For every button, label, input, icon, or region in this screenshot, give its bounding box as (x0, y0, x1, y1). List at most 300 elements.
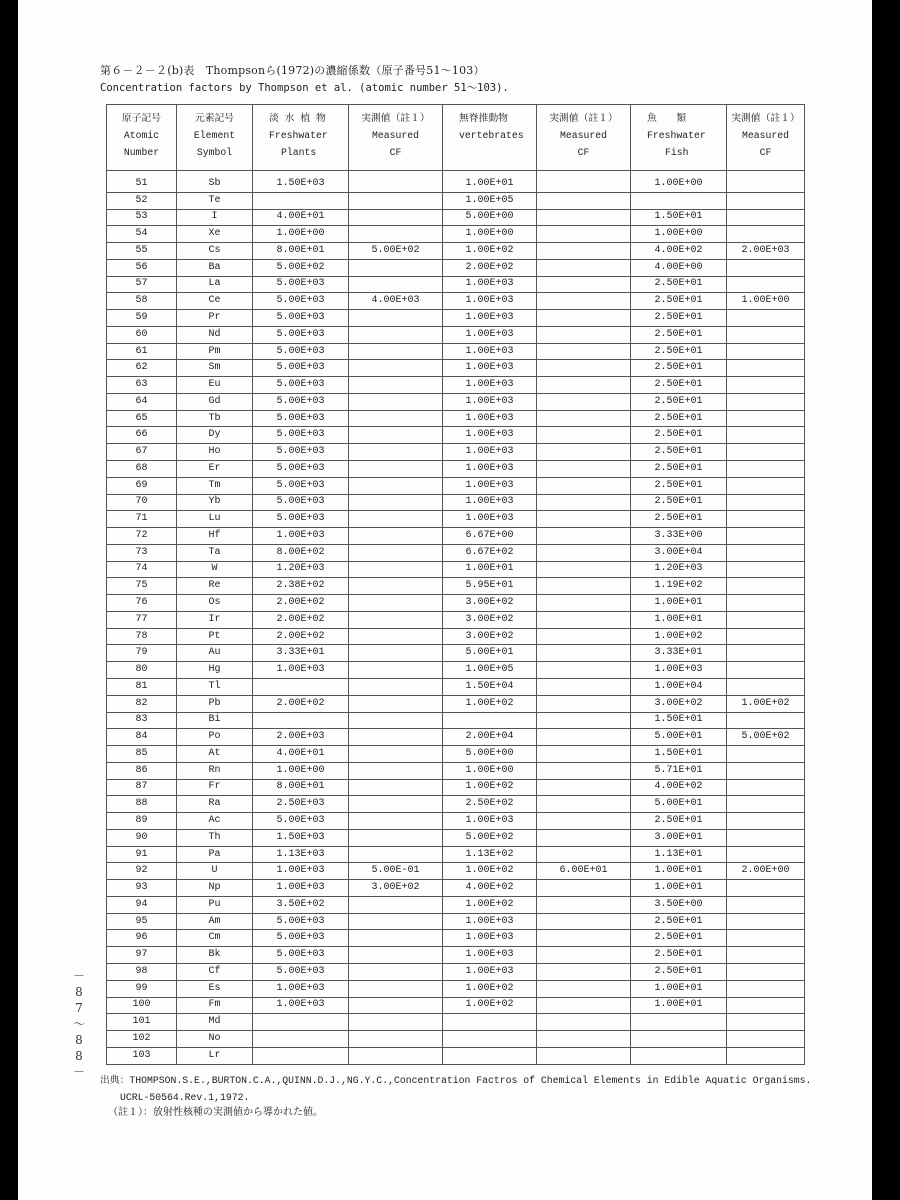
plants-cf-cell: 5.00E+02 (253, 259, 349, 276)
element-symbol-cell: Fm (177, 997, 253, 1014)
plants-measured-cell (349, 1014, 443, 1031)
vertebrates-cf-cell: 1.00E+02 (443, 997, 537, 1014)
fish-cf-cell: 1.00E+00 (631, 226, 727, 243)
plants-measured-cell (349, 226, 443, 243)
vertebrates-cf-cell: 1.00E+03 (443, 494, 537, 511)
plants-cf-cell: 2.00E+02 (253, 611, 349, 628)
fish-cf-cell: 1.00E+02 (631, 628, 727, 645)
element-symbol-cell: Nd (177, 326, 253, 343)
vertebrates-cf-cell: 1.00E+03 (443, 393, 537, 410)
fish-measured-cell: 1.00E+02 (727, 695, 805, 712)
atomic-number-cell: 86 (107, 762, 177, 779)
fish-measured-cell (727, 494, 805, 511)
atomic-number-cell: 85 (107, 746, 177, 763)
vertebrates-cf-cell: 1.50E+04 (443, 678, 537, 695)
plants-cf-cell: 5.00E+03 (253, 360, 349, 377)
vertebrates-cf-cell: 2.00E+02 (443, 259, 537, 276)
vertebrates-cf-cell: 5.95E+01 (443, 578, 537, 595)
fish-measured-cell (727, 561, 805, 578)
fish-measured-cell (727, 1031, 805, 1048)
plants-cf-cell: 1.00E+03 (253, 863, 349, 880)
plants-measured-cell (349, 444, 443, 461)
vertebrates-measured-cell (537, 595, 631, 612)
fish-measured-cell (727, 528, 805, 545)
fish-measured-cell (727, 209, 805, 226)
fish-cf-cell: 1.50E+01 (631, 746, 727, 763)
table-row (107, 243, 805, 260)
vertebrates-measured-cell (537, 226, 631, 243)
element-symbol-cell: I (177, 209, 253, 226)
vertebrates-measured-cell (537, 377, 631, 394)
vertebrates-cf-cell: 1.00E+05 (443, 662, 537, 679)
fish-cf-cell: 2.50E+01 (631, 913, 727, 930)
element-symbol-cell: Hg (177, 662, 253, 679)
atomic-number-cell: 63 (107, 377, 177, 394)
atomic-number-cell: 52 (107, 192, 177, 209)
vertebrates-measured-cell (537, 511, 631, 528)
vertebrates-measured-cell (537, 1014, 631, 1031)
plants-cf-cell (253, 678, 349, 695)
fish-cf-cell: 3.00E+02 (631, 695, 727, 712)
table-row (107, 662, 805, 679)
fish-cf-cell: 2.50E+01 (631, 310, 727, 327)
vertebrates-cf-cell: 1.00E+03 (443, 377, 537, 394)
atomic-number-cell: 71 (107, 511, 177, 528)
element-symbol-cell: Er (177, 461, 253, 478)
plants-cf-cell: 5.00E+03 (253, 947, 349, 964)
plants-cf-cell: 5.00E+03 (253, 963, 349, 980)
element-symbol-cell: Pb (177, 695, 253, 712)
plants-cf-cell: 2.00E+02 (253, 595, 349, 612)
vertebrates-cf-cell: 1.00E+02 (443, 779, 537, 796)
footnote: （註１）：放射性核種の実測値から導かれた値。 (108, 1107, 323, 1118)
vertebrates-measured-cell (537, 192, 631, 209)
vertebrates-cf-cell: 4.00E+02 (443, 880, 537, 897)
atomic-number-cell: 64 (107, 393, 177, 410)
atomic-number-cell: 74 (107, 561, 177, 578)
atomic-number-cell: 62 (107, 360, 177, 377)
atomic-number-cell: 92 (107, 863, 177, 880)
vertebrates-cf-cell: 1.00E+02 (443, 896, 537, 913)
fish-cf-cell: 2.50E+01 (631, 461, 727, 478)
element-symbol-cell: Pt (177, 628, 253, 645)
element-symbol-cell: Tl (177, 678, 253, 695)
plants-cf-cell: 2.00E+02 (253, 628, 349, 645)
table-row (107, 171, 805, 193)
vertebrates-cf-cell: 1.00E+03 (443, 511, 537, 528)
table-row (107, 829, 805, 846)
plants-measured-cell (349, 393, 443, 410)
plants-measured-cell (349, 209, 443, 226)
atomic-number-cell: 89 (107, 813, 177, 830)
table-row (107, 461, 805, 478)
fish-cf-cell: 3.33E+00 (631, 528, 727, 545)
vertebrates-measured-cell (537, 293, 631, 310)
plants-cf-cell: 5.00E+03 (253, 310, 349, 327)
fish-cf-cell: 2.50E+01 (631, 813, 727, 830)
vertebrates-cf-cell (443, 1014, 537, 1031)
plants-measured-cell (349, 896, 443, 913)
plants-measured-cell (349, 662, 443, 679)
plants-measured-cell: 5.00E+02 (349, 243, 443, 260)
table-row (107, 310, 805, 327)
table-row (107, 863, 805, 880)
plants-measured-cell (349, 259, 443, 276)
plants-cf-cell: 1.00E+03 (253, 997, 349, 1014)
atomic-number-cell: 82 (107, 695, 177, 712)
plants-cf-cell: 5.00E+03 (253, 293, 349, 310)
fish-measured-cell (727, 377, 805, 394)
atomic-number-cell: 88 (107, 796, 177, 813)
atomic-number-cell: 66 (107, 427, 177, 444)
fish-measured-cell (727, 611, 805, 628)
vertebrates-cf-cell: 1.00E+00 (443, 226, 537, 243)
fish-cf-cell: 2.50E+01 (631, 276, 727, 293)
plants-cf-cell: 5.00E+03 (253, 511, 349, 528)
fish-cf-cell: 4.00E+02 (631, 243, 727, 260)
table-title-english: Concentration factors by Thompson et al. (atomic number 51～103). (100, 82, 509, 94)
table-row (107, 427, 805, 444)
plants-measured-cell: 5.00E-01 (349, 863, 443, 880)
fish-measured-cell (727, 578, 805, 595)
vertebrates-cf-cell: 3.00E+02 (443, 611, 537, 628)
vertebrates-cf-cell: 6.67E+00 (443, 528, 537, 545)
fish-measured-cell (727, 930, 805, 947)
fish-measured-cell (727, 712, 805, 729)
table-row (107, 528, 805, 545)
fish-cf-cell (631, 1047, 727, 1064)
vertebrates-cf-cell: 6.67E+02 (443, 544, 537, 561)
element-symbol-cell: Bi (177, 712, 253, 729)
fish-measured-cell (727, 1014, 805, 1031)
fish-measured-cell (727, 444, 805, 461)
plants-measured-cell (349, 192, 443, 209)
table-row (107, 896, 805, 913)
element-symbol-cell: Am (177, 913, 253, 930)
plants-cf-cell: 5.00E+03 (253, 461, 349, 478)
table-row (107, 813, 805, 830)
element-symbol-cell: Pu (177, 896, 253, 913)
plants-measured-cell (349, 410, 443, 427)
table-row (107, 762, 805, 779)
vertebrates-measured-cell (537, 360, 631, 377)
fish-cf-cell: 1.19E+02 (631, 578, 727, 595)
plants-cf-cell: 3.50E+02 (253, 896, 349, 913)
vertebrates-measured-cell (537, 746, 631, 763)
fish-measured-cell (727, 762, 805, 779)
vertebrates-measured-cell (537, 729, 631, 746)
vertebrates-cf-cell: 1.00E+02 (443, 863, 537, 880)
fish-cf-cell: 2.50E+01 (631, 343, 727, 360)
vertebrates-measured-cell (537, 259, 631, 276)
fish-measured-cell (727, 678, 805, 695)
fish-cf-cell: 1.00E+00 (631, 171, 727, 193)
plants-measured-cell: 4.00E+03 (349, 293, 443, 310)
fish-cf-cell: 1.13E+01 (631, 846, 727, 863)
table-row (107, 343, 805, 360)
table-row (107, 678, 805, 695)
element-symbol-cell: Au (177, 645, 253, 662)
vertebrates-measured-cell (537, 494, 631, 511)
element-symbol-cell: Cm (177, 930, 253, 947)
fish-measured-cell (727, 477, 805, 494)
atomic-number-cell: 94 (107, 896, 177, 913)
plants-cf-cell: 1.00E+00 (253, 762, 349, 779)
vertebrates-cf-cell: 1.00E+03 (443, 293, 537, 310)
element-symbol-cell: Te (177, 192, 253, 209)
atomic-number-cell: 51 (107, 171, 177, 193)
fish-measured-cell: 1.00E+00 (727, 293, 805, 310)
vertebrates-measured-cell (537, 611, 631, 628)
fish-measured-cell (727, 947, 805, 964)
plants-measured-cell (349, 628, 443, 645)
fish-measured-cell (727, 896, 805, 913)
vertebrates-cf-cell: 1.00E+03 (443, 913, 537, 930)
element-symbol-cell: Eu (177, 377, 253, 394)
fish-measured-cell (727, 393, 805, 410)
vertebrates-cf-cell: 1.00E+03 (443, 360, 537, 377)
table-row (107, 276, 805, 293)
plants-cf-cell: 5.00E+03 (253, 813, 349, 830)
atomic-number-cell: 91 (107, 846, 177, 863)
fish-cf-cell: 3.00E+01 (631, 829, 727, 846)
vertebrates-measured-cell (537, 846, 631, 863)
atomic-number-cell: 83 (107, 712, 177, 729)
fish-measured-cell: 2.00E+03 (727, 243, 805, 260)
atomic-number-cell: 58 (107, 293, 177, 310)
plants-cf-cell: 1.50E+03 (253, 171, 349, 193)
fish-measured-cell: 2.00E+00 (727, 863, 805, 880)
atomic-number-cell: 79 (107, 645, 177, 662)
plants-measured-cell (349, 947, 443, 964)
plants-measured-cell (349, 171, 443, 193)
table-row (107, 259, 805, 276)
fish-measured-cell (727, 276, 805, 293)
fish-measured-cell (727, 829, 805, 846)
atomic-number-cell: 80 (107, 662, 177, 679)
plants-cf-cell (253, 712, 349, 729)
table-row (107, 393, 805, 410)
document-page (18, 0, 872, 1200)
plants-measured-cell (349, 1047, 443, 1064)
fish-cf-cell: 1.50E+01 (631, 712, 727, 729)
atomic-number-cell: 95 (107, 913, 177, 930)
vertebrates-cf-cell: 5.00E+02 (443, 829, 537, 846)
plants-measured-cell (349, 746, 443, 763)
plants-measured-cell (349, 595, 443, 612)
fish-cf-cell: 2.50E+01 (631, 511, 727, 528)
atomic-number-cell: 101 (107, 1014, 177, 1031)
table-row (107, 712, 805, 729)
plants-cf-cell (253, 1047, 349, 1064)
plants-cf-cell: 5.00E+03 (253, 410, 349, 427)
fish-measured-cell (727, 1047, 805, 1064)
vertebrates-measured-cell (537, 561, 631, 578)
plants-cf-cell: 5.00E+03 (253, 494, 349, 511)
element-symbol-cell: At (177, 746, 253, 763)
plants-cf-cell: 1.00E+03 (253, 662, 349, 679)
atomic-number-cell: 65 (107, 410, 177, 427)
vertebrates-cf-cell: 1.00E+05 (443, 192, 537, 209)
vertebrates-measured-cell (537, 813, 631, 830)
fish-cf-cell: 2.50E+01 (631, 377, 727, 394)
table-row (107, 444, 805, 461)
plants-cf-cell: 1.00E+00 (253, 226, 349, 243)
table-row (107, 494, 805, 511)
atomic-number-cell: 69 (107, 477, 177, 494)
fish-cf-cell: 1.00E+01 (631, 611, 727, 628)
plants-measured-cell (349, 829, 443, 846)
atomic-number-cell: 55 (107, 243, 177, 260)
fish-cf-cell: 3.33E+01 (631, 645, 727, 662)
atomic-number-cell: 60 (107, 326, 177, 343)
element-symbol-cell: Cs (177, 243, 253, 260)
vertebrates-measured-cell (537, 477, 631, 494)
fish-measured-cell (727, 310, 805, 327)
fish-measured-cell (727, 913, 805, 930)
plants-measured-cell (349, 712, 443, 729)
table-row (107, 595, 805, 612)
fish-cf-cell: 2.50E+01 (631, 360, 727, 377)
plants-measured-cell (349, 544, 443, 561)
plants-cf-cell: 5.00E+03 (253, 276, 349, 293)
vertebrates-cf-cell (443, 712, 537, 729)
atomic-number-cell: 100 (107, 997, 177, 1014)
table-row (107, 1031, 805, 1048)
vertebrates-measured-cell (537, 209, 631, 226)
plants-cf-cell: 1.50E+03 (253, 829, 349, 846)
vertebrates-measured-cell (537, 326, 631, 343)
vertebrates-cf-cell: 1.00E+03 (443, 326, 537, 343)
atomic-number-cell: 76 (107, 595, 177, 612)
plants-measured-cell (349, 1031, 443, 1048)
fish-cf-cell: 1.00E+01 (631, 880, 727, 897)
vertebrates-measured-cell (537, 393, 631, 410)
element-symbol-cell: Rn (177, 762, 253, 779)
plants-cf-cell: 4.00E+01 (253, 209, 349, 226)
plants-measured-cell (349, 645, 443, 662)
plants-cf-cell: 8.00E+01 (253, 779, 349, 796)
vertebrates-cf-cell: 1.00E+03 (443, 963, 537, 980)
fish-measured-cell (727, 880, 805, 897)
element-symbol-cell: Lr (177, 1047, 253, 1064)
plants-cf-cell (253, 1031, 349, 1048)
atomic-number-cell: 73 (107, 544, 177, 561)
fish-measured-cell (727, 662, 805, 679)
fish-cf-cell: 5.00E+01 (631, 796, 727, 813)
table-row (107, 1014, 805, 1031)
plants-measured-cell (349, 276, 443, 293)
vertebrates-cf-cell: 3.00E+02 (443, 628, 537, 645)
element-symbol-cell: Ba (177, 259, 253, 276)
vertebrates-measured-cell: 6.00E+01 (537, 863, 631, 880)
fish-measured-cell (727, 544, 805, 561)
table-row (107, 326, 805, 343)
plants-measured-cell (349, 477, 443, 494)
fish-measured-cell (727, 595, 805, 612)
source-line-2: UCRL-50564.Rev.1,1972. (120, 1092, 250, 1103)
plants-cf-cell (253, 1014, 349, 1031)
fish-measured-cell (727, 796, 805, 813)
table-row (107, 544, 805, 561)
vertebrates-measured-cell (537, 762, 631, 779)
plants-measured-cell (349, 611, 443, 628)
vertebrates-cf-cell: 1.00E+03 (443, 477, 537, 494)
atomic-number-cell: 84 (107, 729, 177, 746)
page-number: － 8 7 ～ 8 8 － (72, 969, 85, 1079)
fish-cf-cell: 2.50E+01 (631, 393, 727, 410)
header-freshwater-plants: 淡 水 植 物 Freshwater Plants (253, 105, 349, 171)
plants-cf-cell: 5.00E+03 (253, 326, 349, 343)
plants-measured-cell (349, 427, 443, 444)
plants-measured-cell (349, 913, 443, 930)
atomic-number-cell: 103 (107, 1047, 177, 1064)
atomic-number-cell: 53 (107, 209, 177, 226)
fish-measured-cell (727, 360, 805, 377)
plants-measured-cell (349, 779, 443, 796)
plants-cf-cell: 1.20E+03 (253, 561, 349, 578)
header-measured-cf-vertebrates: 実測値（註１） Measured CF (537, 105, 631, 171)
header-measured-cf-plants: 実測値（註１） Measured CF (349, 105, 443, 171)
plants-cf-cell: 2.00E+02 (253, 695, 349, 712)
element-symbol-cell: Ra (177, 796, 253, 813)
plants-cf-cell: 8.00E+02 (253, 544, 349, 561)
element-symbol-cell: Tb (177, 410, 253, 427)
element-symbol-cell: Gd (177, 393, 253, 410)
table-row (107, 980, 805, 997)
plants-cf-cell: 1.00E+03 (253, 528, 349, 545)
element-symbol-cell: Ce (177, 293, 253, 310)
vertebrates-measured-cell (537, 1047, 631, 1064)
fish-cf-cell: 1.00E+04 (631, 678, 727, 695)
plants-cf-cell (253, 192, 349, 209)
vertebrates-cf-cell: 1.00E+03 (443, 461, 537, 478)
plants-cf-cell: 5.00E+03 (253, 343, 349, 360)
element-symbol-cell: Ho (177, 444, 253, 461)
fish-cf-cell: 1.00E+01 (631, 980, 727, 997)
vertebrates-measured-cell (537, 678, 631, 695)
table-row (107, 477, 805, 494)
vertebrates-cf-cell: 1.00E+03 (443, 444, 537, 461)
vertebrates-cf-cell: 2.00E+04 (443, 729, 537, 746)
element-symbol-cell: Xe (177, 226, 253, 243)
fish-measured-cell (727, 343, 805, 360)
fish-cf-cell: 2.50E+01 (631, 963, 727, 980)
vertebrates-cf-cell: 1.13E+02 (443, 846, 537, 863)
element-symbol-cell: Yb (177, 494, 253, 511)
vertebrates-measured-cell (537, 913, 631, 930)
fish-measured-cell (727, 511, 805, 528)
plants-cf-cell: 2.50E+03 (253, 796, 349, 813)
fish-measured-cell (727, 461, 805, 478)
vertebrates-measured-cell (537, 880, 631, 897)
vertebrates-cf-cell (443, 1031, 537, 1048)
vertebrates-measured-cell (537, 461, 631, 478)
vertebrates-measured-cell (537, 310, 631, 327)
atomic-number-cell: 54 (107, 226, 177, 243)
fish-cf-cell: 4.00E+02 (631, 779, 727, 796)
vertebrates-measured-cell (537, 980, 631, 997)
atomic-number-cell: 75 (107, 578, 177, 595)
fish-cf-cell: 1.00E+03 (631, 662, 727, 679)
fish-cf-cell: 2.50E+01 (631, 326, 727, 343)
vertebrates-measured-cell (537, 243, 631, 260)
vertebrates-measured-cell (537, 628, 631, 645)
plants-measured-cell (349, 813, 443, 830)
vertebrates-cf-cell: 1.00E+02 (443, 695, 537, 712)
table-row (107, 209, 805, 226)
element-symbol-cell: Sm (177, 360, 253, 377)
